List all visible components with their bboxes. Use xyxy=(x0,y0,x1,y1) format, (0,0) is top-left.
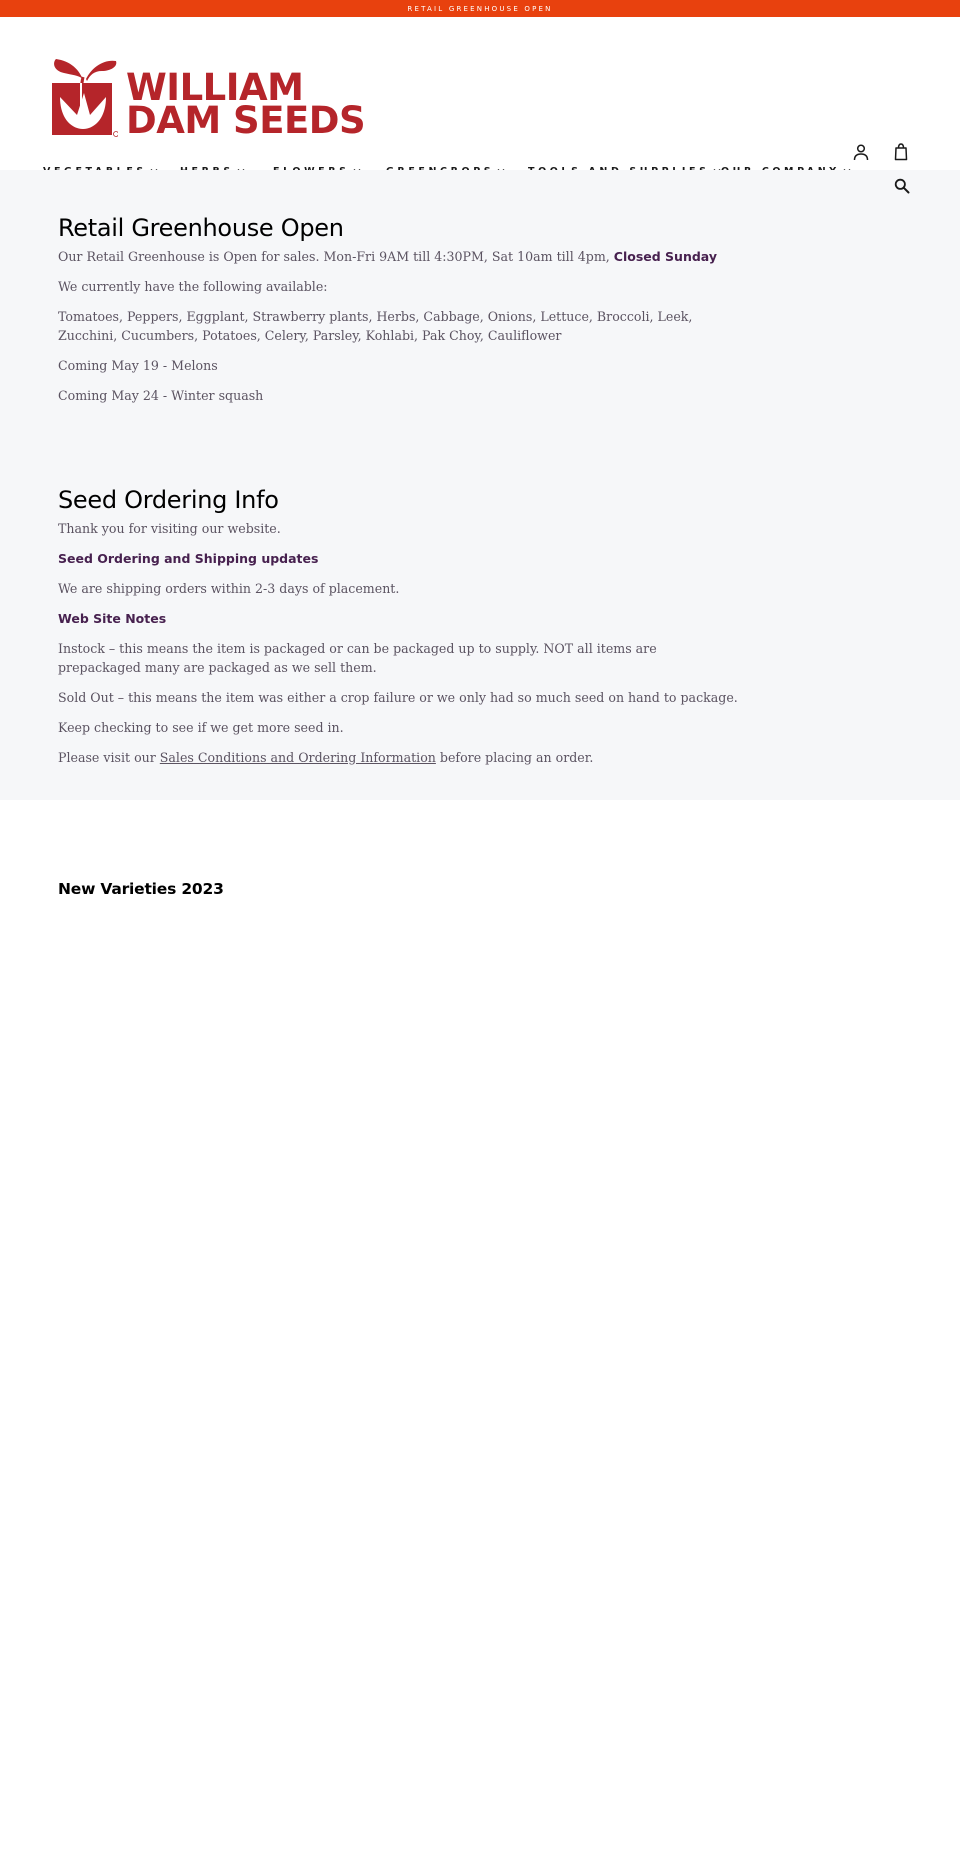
coming-melons: Coming May 19 - Melons xyxy=(58,358,218,373)
sales-conditions-link[interactable]: Sales Conditions and Ordering Information xyxy=(159,750,436,765)
cart-button[interactable] xyxy=(893,143,909,166)
available-intro: We currently have the following available: xyxy=(58,279,328,294)
greenhouse-title: Retail Greenhouse Open xyxy=(58,214,344,242)
seedling-logo-icon xyxy=(50,49,118,137)
seed-ordering-title: Seed Ordering Info xyxy=(58,486,279,514)
announcement-bar[interactable] xyxy=(0,0,960,17)
shipping-heading: Seed Ordering and Shipping updates xyxy=(58,551,319,566)
announcement-text: RETAIL GREENHOUSE OPEN xyxy=(407,4,553,13)
new-varieties-title: New Varieties 2023 xyxy=(58,880,224,898)
soldout-note: Sold Out – this means the item was either a crop failure or we only had so much seed on hand to package. xyxy=(58,690,738,705)
account-button[interactable] xyxy=(852,143,870,166)
search-icon xyxy=(894,178,910,194)
greenhouse-section xyxy=(58,213,738,405)
brand-name: WILLIAM DAM SEEDS xyxy=(126,66,366,142)
notes-heading: Web Site Notes xyxy=(58,611,167,626)
coming-winter-squash: Coming May 24 - Winter squash xyxy=(58,388,264,403)
closed-sunday-text: Closed Sunday xyxy=(613,249,717,264)
shipping-text: We are shipping orders within 2-3 days of placement. xyxy=(58,581,400,596)
user-icon xyxy=(852,143,870,161)
brand-logo[interactable] xyxy=(50,49,366,142)
seed-ordering-section xyxy=(58,485,738,767)
thanks-text: Thank you for visiting our website. xyxy=(58,521,281,536)
greenhouse-hours: Our Retail Greenhouse is Open for sales. Mon-Fri 9AM till 4:30PM, Sat 10am till 4pm, Closed Sunday xyxy=(58,249,717,264)
site-header xyxy=(0,17,960,170)
search-button[interactable] xyxy=(894,178,910,199)
shopping-bag-icon xyxy=(893,143,909,161)
visit-text: Please visit our Sales Conditions and Ordering Information before placing an order. xyxy=(58,750,594,765)
keep-checking-text: Keep checking to see if we get more seed in. xyxy=(58,720,344,735)
available-list: Tomatoes, Peppers, Eggplant, Strawberry plants, Herbs, Cabbage, Onions, Lettuce, Broccoli, Leek, Zucchini, Cucumbers, Potatoes, Celery, Parsley, Kohlabi, Pak Choy, Cauliflower xyxy=(58,309,693,343)
instock-note: Instock – this means the item is packaged or can be packaged up to supply. NOT all items are prepackaged many are packaged as we sell them. xyxy=(58,641,657,675)
